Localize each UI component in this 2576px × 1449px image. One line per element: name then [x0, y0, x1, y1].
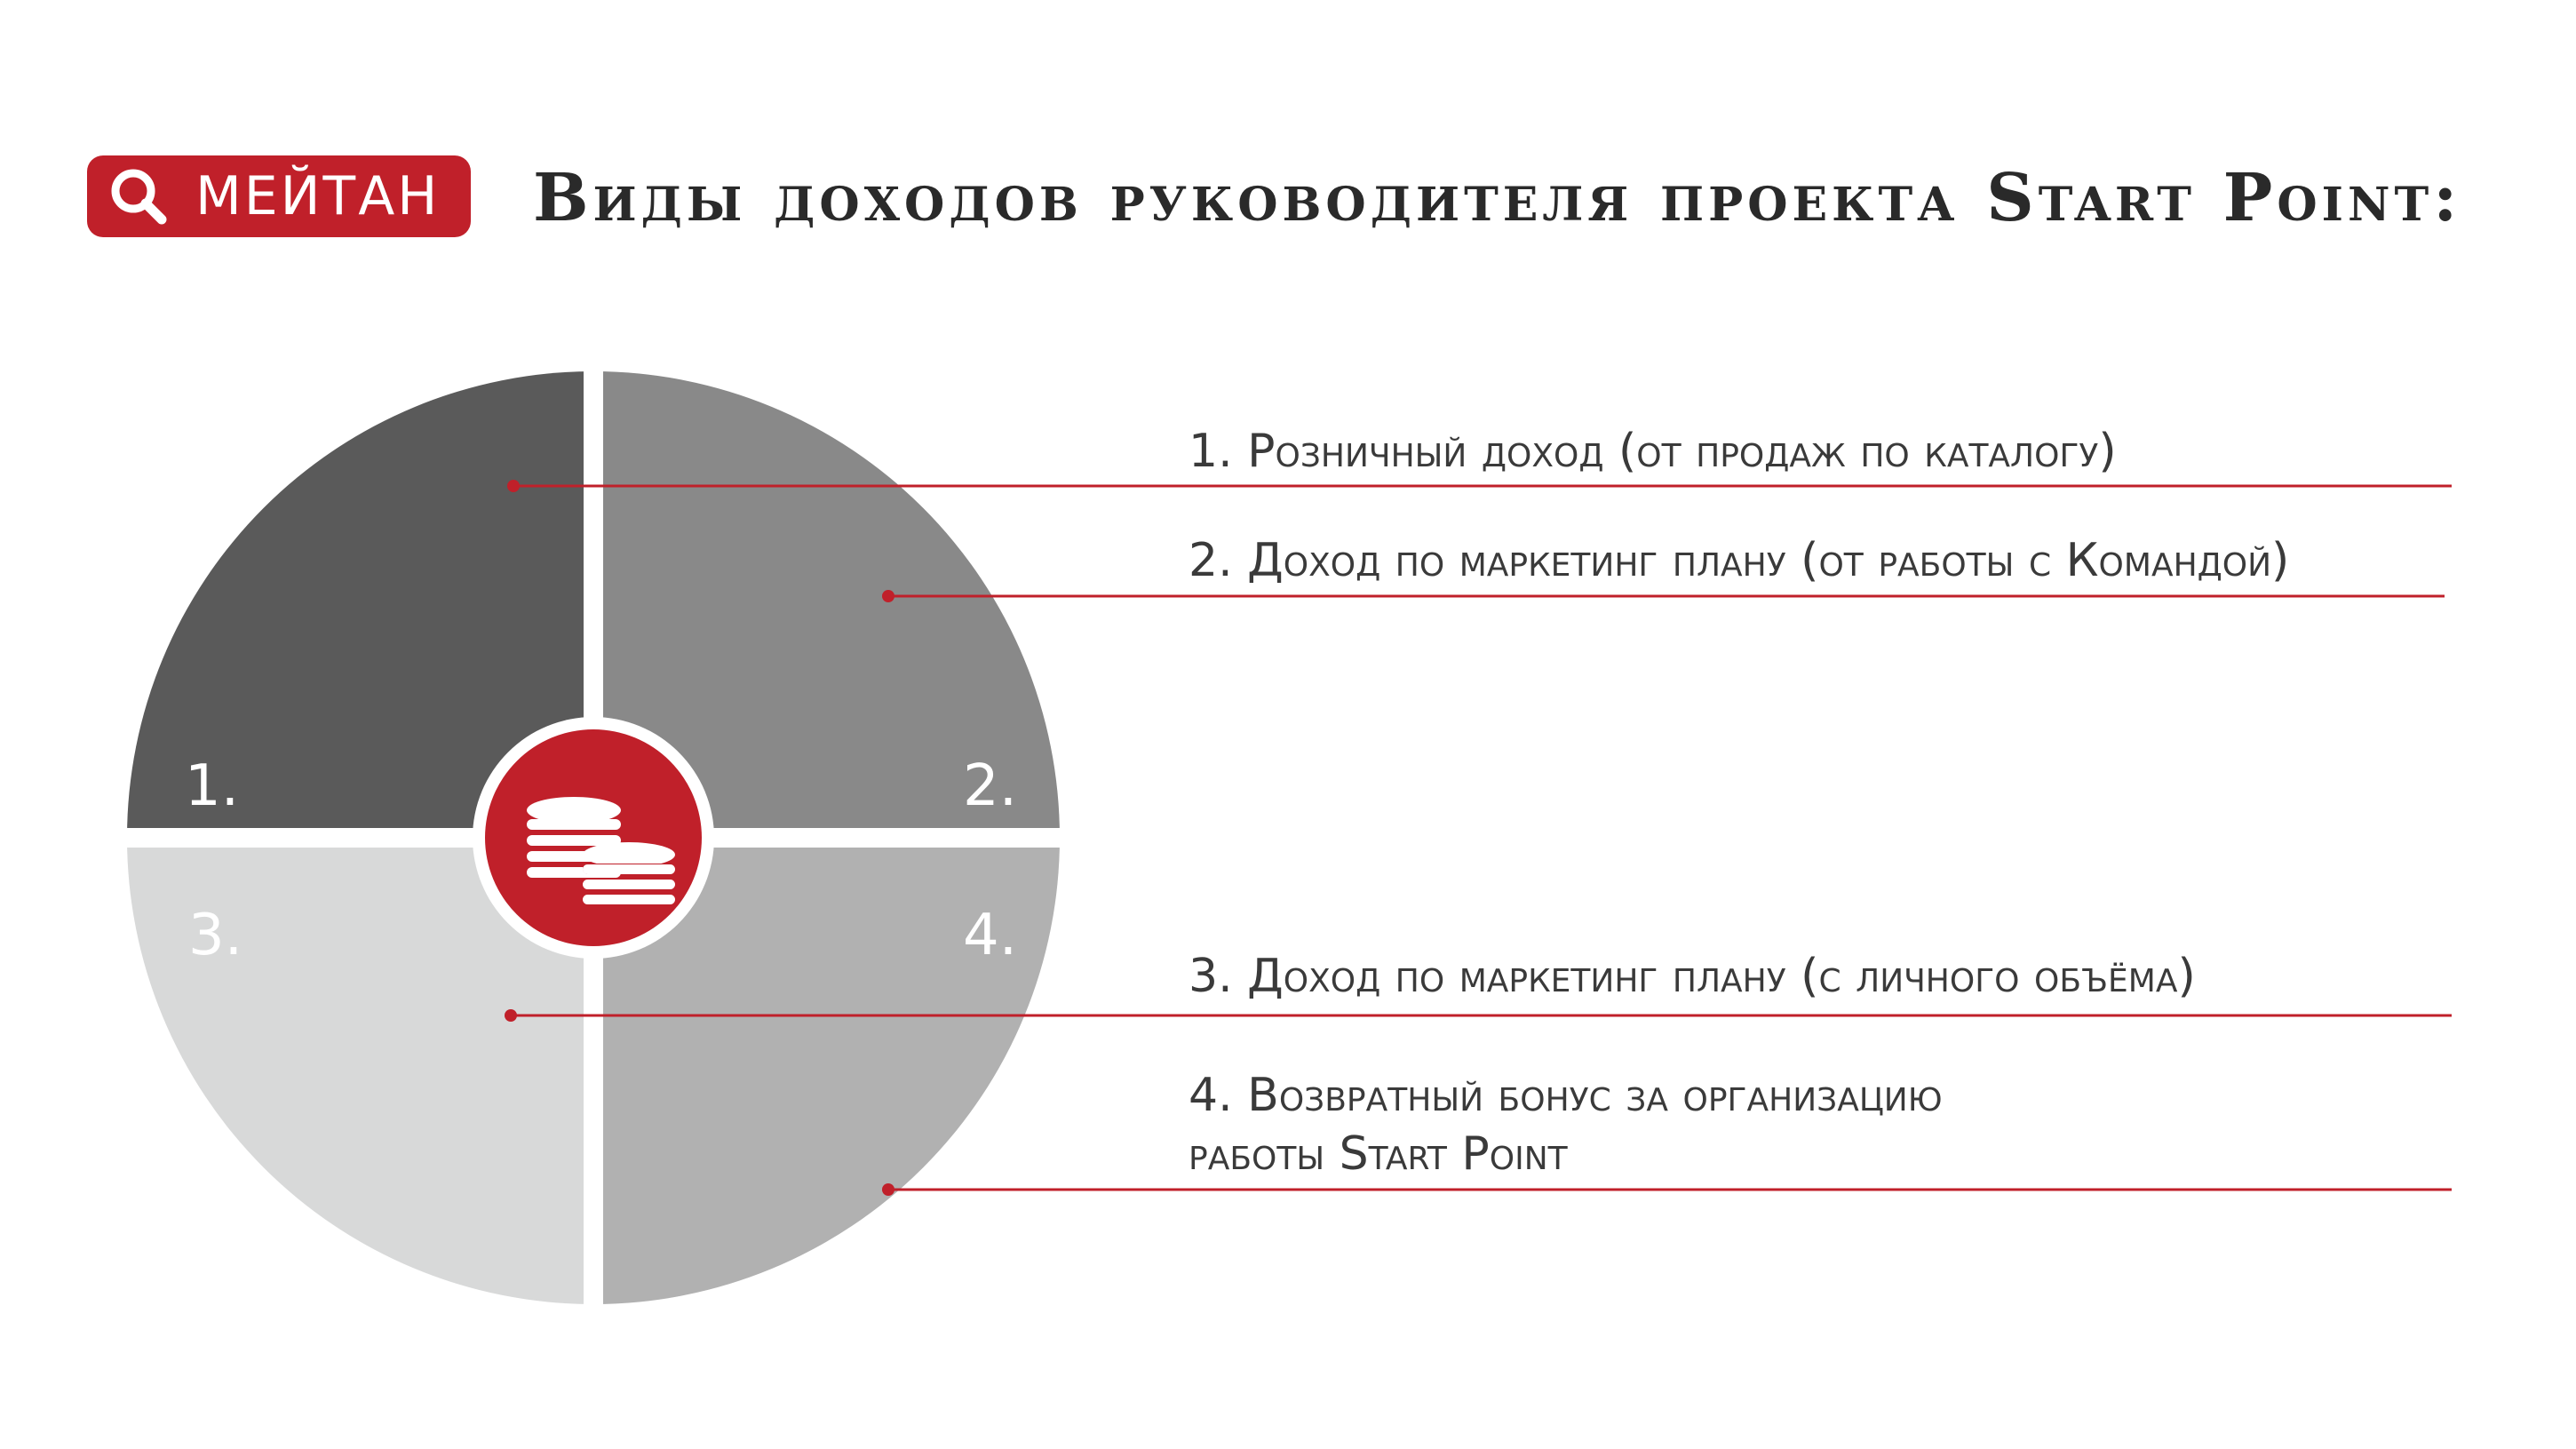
leader-dot-1	[507, 480, 520, 492]
leader-dot-2	[882, 590, 894, 602]
leader-dot-4	[882, 1183, 894, 1196]
item-2-label: 2. Доход по маркетинг плану (от работы с Командой)	[1189, 534, 2290, 587]
quadrant-3-number: 3.	[188, 903, 243, 968]
leader-dot-3	[505, 1009, 517, 1022]
logo-text: МЕЙТАН	[195, 165, 441, 227]
item-4-label-line-1: 4. Возвратный бонус за организацию	[1189, 1069, 1943, 1122]
item-3-label: 3. Доход по маркетинг плану (с личного объёма)	[1189, 950, 2196, 1003]
quadrant-4-number: 4.	[963, 903, 1018, 968]
item-1-label: 1. Розничный доход (от продаж по каталогу)	[1189, 425, 2117, 478]
page-title: Виды доходов руководителя проекта Start Point:	[533, 160, 2462, 236]
quadrant-1-number: 1.	[185, 753, 240, 819]
item-4-label-line-2: работы Start Point	[1189, 1127, 1568, 1181]
quadrant-2-number: 2.	[963, 753, 1018, 819]
